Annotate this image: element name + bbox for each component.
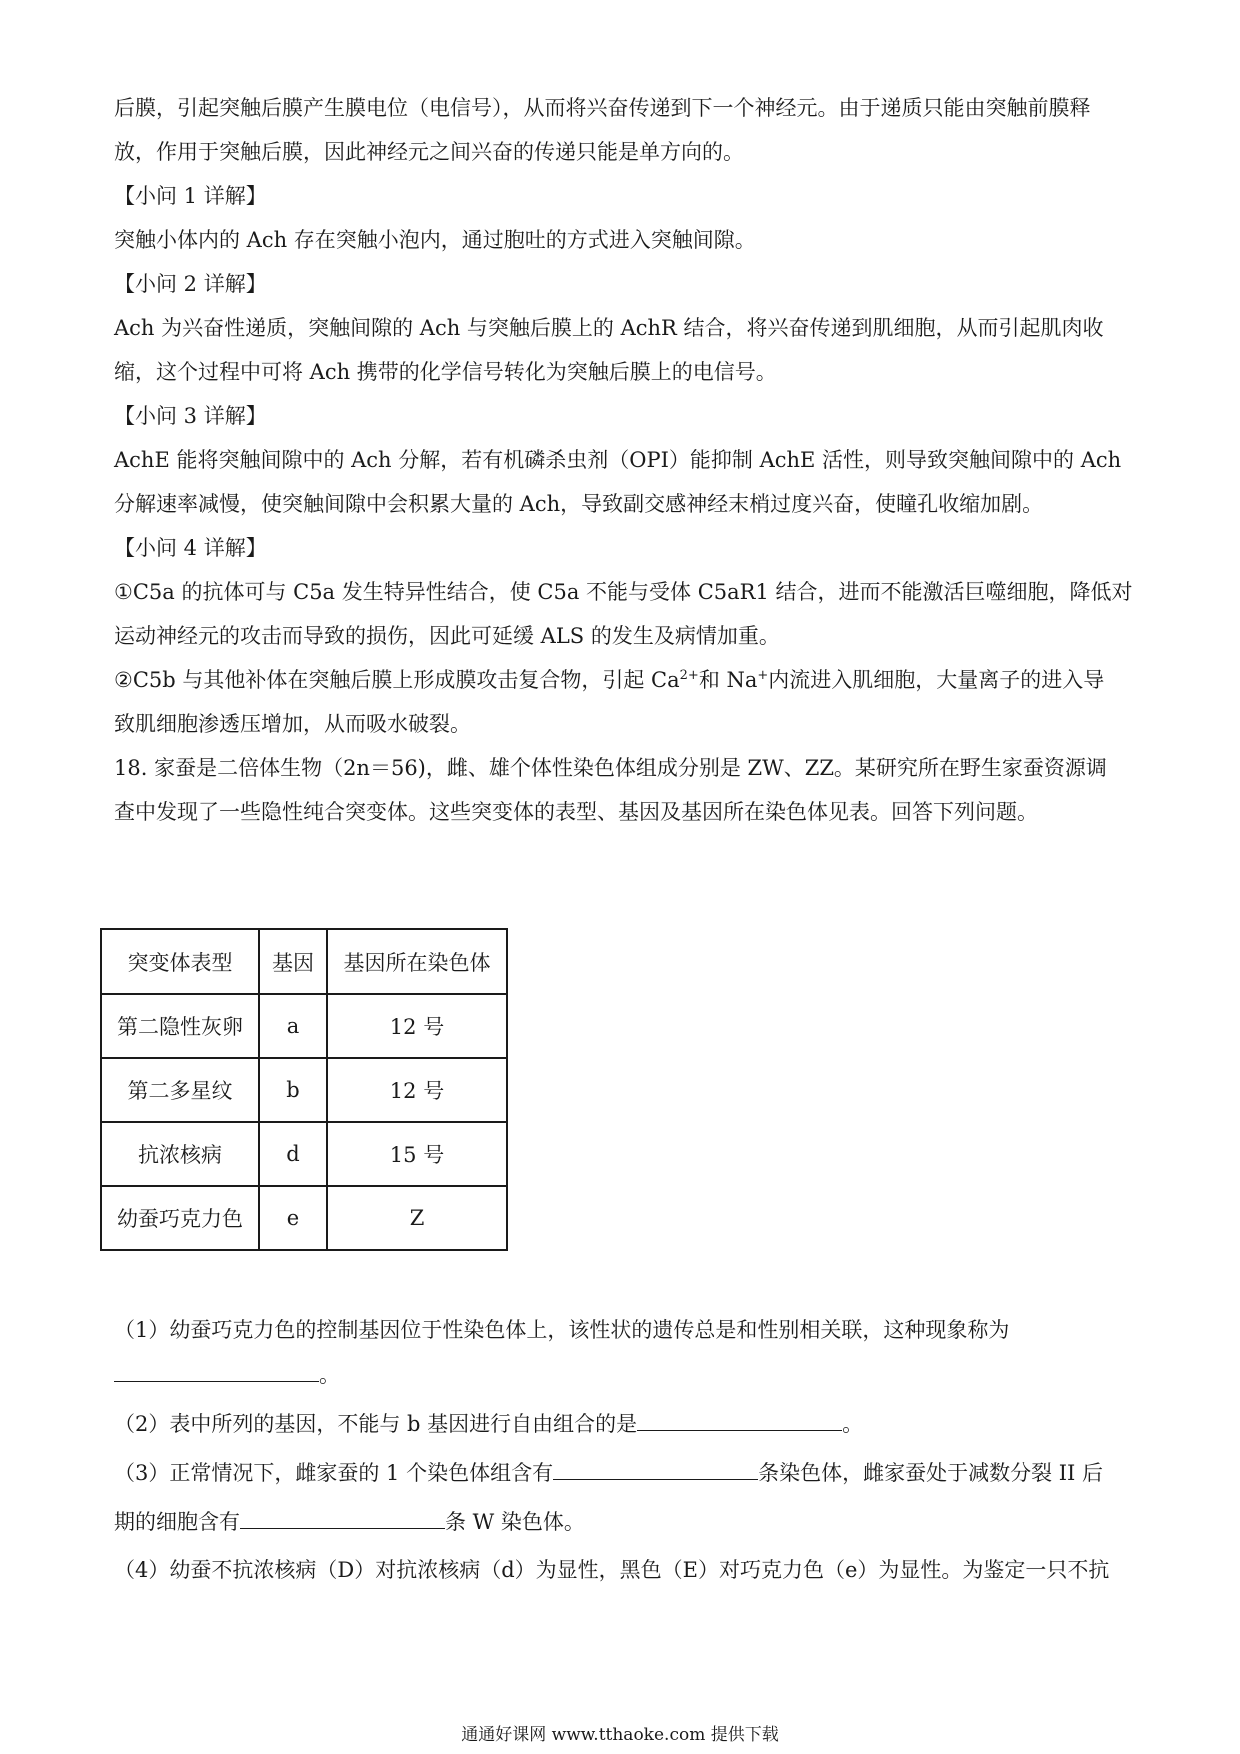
table-cell: 幼蚕巧克力色 <box>101 1186 259 1250</box>
page-footer: 通通好课网 www.tthaoke.com 提供下载 <box>461 1725 779 1745</box>
table-row <box>101 1058 507 1122</box>
section-heading: 【小问 2 详解】 <box>114 272 267 296</box>
section-heading: 【小问 4 详解】 <box>114 536 267 560</box>
table-cell: 12 号 <box>327 1058 507 1122</box>
table-cell: 15 号 <box>327 1122 507 1186</box>
table-cell: Z <box>327 1186 507 1250</box>
mutant-table <box>100 928 508 1251</box>
question-3b-text: 期的细胞含有 <box>114 1510 240 1534</box>
question-1-answer-line <box>114 1359 1134 1390</box>
table-row <box>101 1186 507 1250</box>
ion-influx-line <box>114 665 1134 695</box>
question-stem-line: 查中发现了一些隐性纯合突变体。这些突变体的表型、基因及基因所在染色体见表。回答下列问题。 <box>114 800 1038 824</box>
question-2 <box>114 1408 1134 1439</box>
paragraph-line: 突触小体内的 Ach 存在突触小泡内，通过胞吐的方式进入突触间隙。 <box>114 228 756 252</box>
question-3-continued <box>114 1506 1134 1537</box>
paragraph-line: 分解速率减慢，使突触间隙中会积累大量的 Ach，导致副交感神经末梢过度兴奋，使瞳孔收缩加剧。 <box>114 492 1044 516</box>
question-1-end: 。 <box>319 1363 340 1387</box>
paragraph-line: 后膜，引起突触后膜产生膜电位（电信号），从而将兴奋传递到下一个神经元。由于递质只能由突触前膜释 <box>114 96 1091 120</box>
table-row <box>101 994 507 1058</box>
section-heading: 【小问 3 详解】 <box>114 404 267 428</box>
table-cell: 第二隐性灰卵 <box>101 994 259 1058</box>
calcium-charge: 2+ <box>679 668 699 683</box>
table-cell: 抗浓核病 <box>101 1122 259 1186</box>
paragraph-line: 缩，这个过程中可将 Ach 携带的化学信号转化为突触后膜上的电信号。 <box>114 360 777 384</box>
paragraph-line: 致肌细胞渗透压增加，从而吸水破裂。 <box>114 712 471 736</box>
question-4: （4）幼蚕不抗浓核病（D）对抗浓核病（d）为显性，黑色（E）对巧克力色（e）为显性。为鉴定一只不抗 <box>114 1558 1110 1582</box>
ion-text-3: 内流进入肌细胞，大量离子的进入导 <box>768 668 1105 692</box>
question-3-text: （3）正常情况下，雌家蚕的 1 个染色体组含有 <box>114 1461 554 1485</box>
table-cell: e <box>259 1186 327 1250</box>
table-cell: a <box>259 994 327 1058</box>
answer-blank[interactable] <box>637 1408 842 1431</box>
sodium-charge: + <box>757 668 769 683</box>
question-stem-line: 18. 家蚕是二倍体生物（2n＝56)，雌、雄个体性染色体组成分别是 ZW、ZZ。某研究所在野生家蚕资源调 <box>114 756 1107 780</box>
ion-text-1: ②C5b 与其他补体在突触后膜上形成膜攻击复合物，引起 Ca <box>114 668 680 692</box>
table-cell: 12 号 <box>327 994 507 1058</box>
table-cell: b <box>259 1058 327 1122</box>
question-3 <box>114 1457 1134 1488</box>
ion-text-2: 和 Na <box>698 668 758 692</box>
question-1: （1）幼蚕巧克力色的控制基因位于性染色体上，该性状的遗传总是和性别相关联，这种现象称为 <box>114 1318 1010 1342</box>
question-2-text: （2）表中所列的基因，不能与 b 基因进行自由组合的是 <box>114 1412 638 1436</box>
paragraph-line: ①C5a 的抗体可与 C5a 发生特异性结合，使 C5a 不能与受体 C5aR1 结合，进而不能激活巨噬细胞，降低对 <box>114 580 1133 604</box>
answer-blank[interactable] <box>553 1457 758 1480</box>
paragraph-line: 放，作用于突触后膜，因此神经元之间兴奋的传递只能是单方向的。 <box>114 140 744 164</box>
table-header: 基因所在染色体 <box>327 929 507 994</box>
answer-blank[interactable] <box>240 1506 445 1529</box>
question-2-end: 。 <box>842 1412 864 1436</box>
answer-blank[interactable] <box>114 1359 319 1382</box>
question-3b-end: 条 W 染色体。 <box>445 1510 585 1534</box>
paragraph-line: Ach 为兴奋性递质，突触间隙的 Ach 与突触后膜上的 AchR 结合，将兴奋传递到肌细胞，从而引起肌肉收 <box>114 316 1104 340</box>
question-3-mid: 条染色体，雌家蚕处于减数分裂 II 后 <box>758 1461 1104 1485</box>
table-cell: 第二多星纹 <box>101 1058 259 1122</box>
paragraph-line: 运动神经元的攻击而导致的损伤，因此可延缓 ALS 的发生及病情加重。 <box>114 624 780 648</box>
table-header-row <box>101 929 507 994</box>
table-cell: d <box>259 1122 327 1186</box>
table-header: 基因 <box>259 929 327 994</box>
paragraph-line: AchE 能将突触间隙中的 Ach 分解，若有机磷杀虫剂（OPI）能抑制 AchE 活性，则导致突触间隙中的 Ach <box>114 448 1122 472</box>
table-row <box>101 1122 507 1186</box>
table-header: 突变体表型 <box>101 929 259 994</box>
section-heading: 【小问 1 详解】 <box>114 184 267 208</box>
